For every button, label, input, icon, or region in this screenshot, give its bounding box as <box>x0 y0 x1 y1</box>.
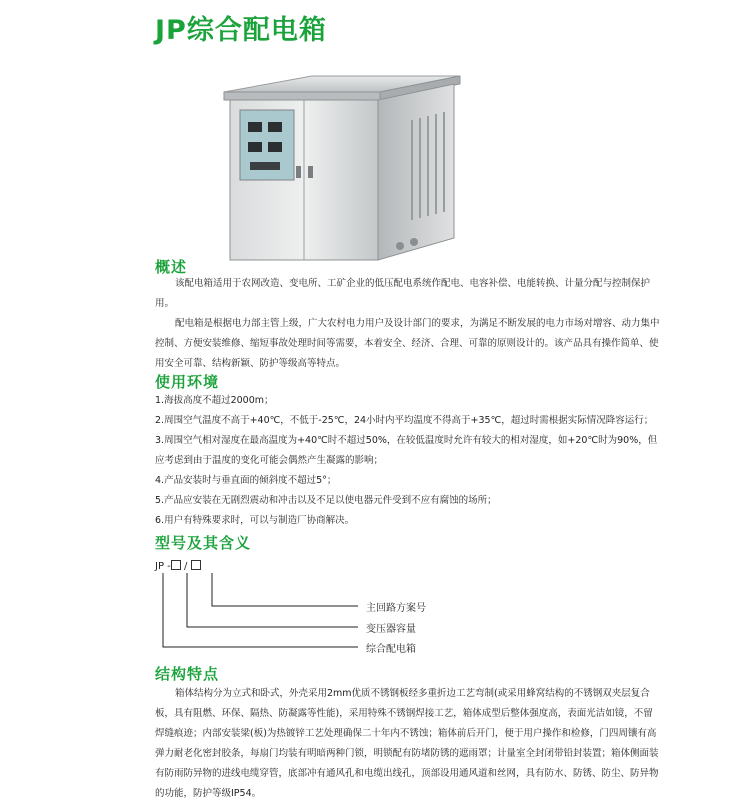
environment-item: 4.产品安装时与垂直面的倾斜度不超过5°； <box>155 475 337 486</box>
overview-paragraph-1: 该配电箱适用于农网改造、变电所、工矿企业的低压配电系统作配电、电容补偿、电能转换、计量分配与控制保护用。 <box>155 278 651 309</box>
overview-paragraph-2: 配电箱是根据电力部主管上级，广大农村电力用户及设计部门的要求，为满足不断发展的电力市场对增容、动力集中控制、方便安装维修、缩短事故处理时间等需要，本着安全、经济、合理、可靠的原则设计的。该产品具有操作简单、使用安全可靠、结构新颖、防护等级高等特点。 <box>155 318 660 369</box>
model-label-transformer: 变压器容量 <box>366 624 416 635</box>
model-label-main-circuit: 主回路方案号 <box>366 603 426 614</box>
environment-item: 5.产品应安装在无剧烈震动和冲击以及不足以使电器元件受到不应有腐蚀的场所； <box>155 495 497 506</box>
model-label-box: 综合配电箱 <box>366 644 416 655</box>
structure-heading: 结构特点 <box>155 665 220 683</box>
overview-heading: 概述 <box>155 258 188 276</box>
model-dash: - <box>167 561 171 572</box>
environment-item: 2.周围空气温度不高于+40℃，不低于-25℃，24小时内平均温度不得高于+35℃，超过时需根据实际情况降容运行； <box>155 415 654 426</box>
environment-heading: 使用环境 <box>155 373 220 391</box>
structure-text <box>155 684 660 804</box>
model-heading: 型号及其含义 <box>155 534 252 552</box>
structure-paragraph: 箱体结构分为立式和卧式，外壳采用2mm优质不锈钢板经多重折边工艺弯制(或采用蜂窝结构的不锈钢双夹层复合板，具有阻燃、环保、隔热、防凝露等性能)，采用特殊不锈钢焊接工艺，箱体成型后整体强度高，表面光洁如镜，不留焊缝痕迹；内部安装梁(板)为热镀锌工艺处理确保二十年内不锈蚀；箱体前后开门，便于用户操作和检修，门四周镶有高弹力耐老化密封胶条，每扇门均装有明暗两种门锁，明锁配有防堵防锈的遮雨罩；计量室全封闭带铅封装置；箱体侧面装有防雨防异物的进线电缆穿管，底部冲有通风孔和电缆出线孔，顶部设用通风道和丝网，具有防水、防锈、防尘、防异物的功能，防护等级IP54。 <box>155 688 659 799</box>
model-slash: / <box>183 561 188 572</box>
environment-item: 1.海拔高度不超过2000m； <box>155 395 274 406</box>
page-title: JP综合配电箱 <box>155 15 327 46</box>
environment-item: 3.周围空气相对湿度在最高温度为+40℃时不超过50%，在较低温度时允许有较大的相对湿度，如+20℃时为90%，但应考虑到由于温度的变化可能会偶然产生凝露的影响； <box>155 435 658 466</box>
model-prefix: JP <box>155 561 164 572</box>
environment-item: 6.用户有特殊要求时，可以与制造厂协商解决。 <box>155 515 355 526</box>
